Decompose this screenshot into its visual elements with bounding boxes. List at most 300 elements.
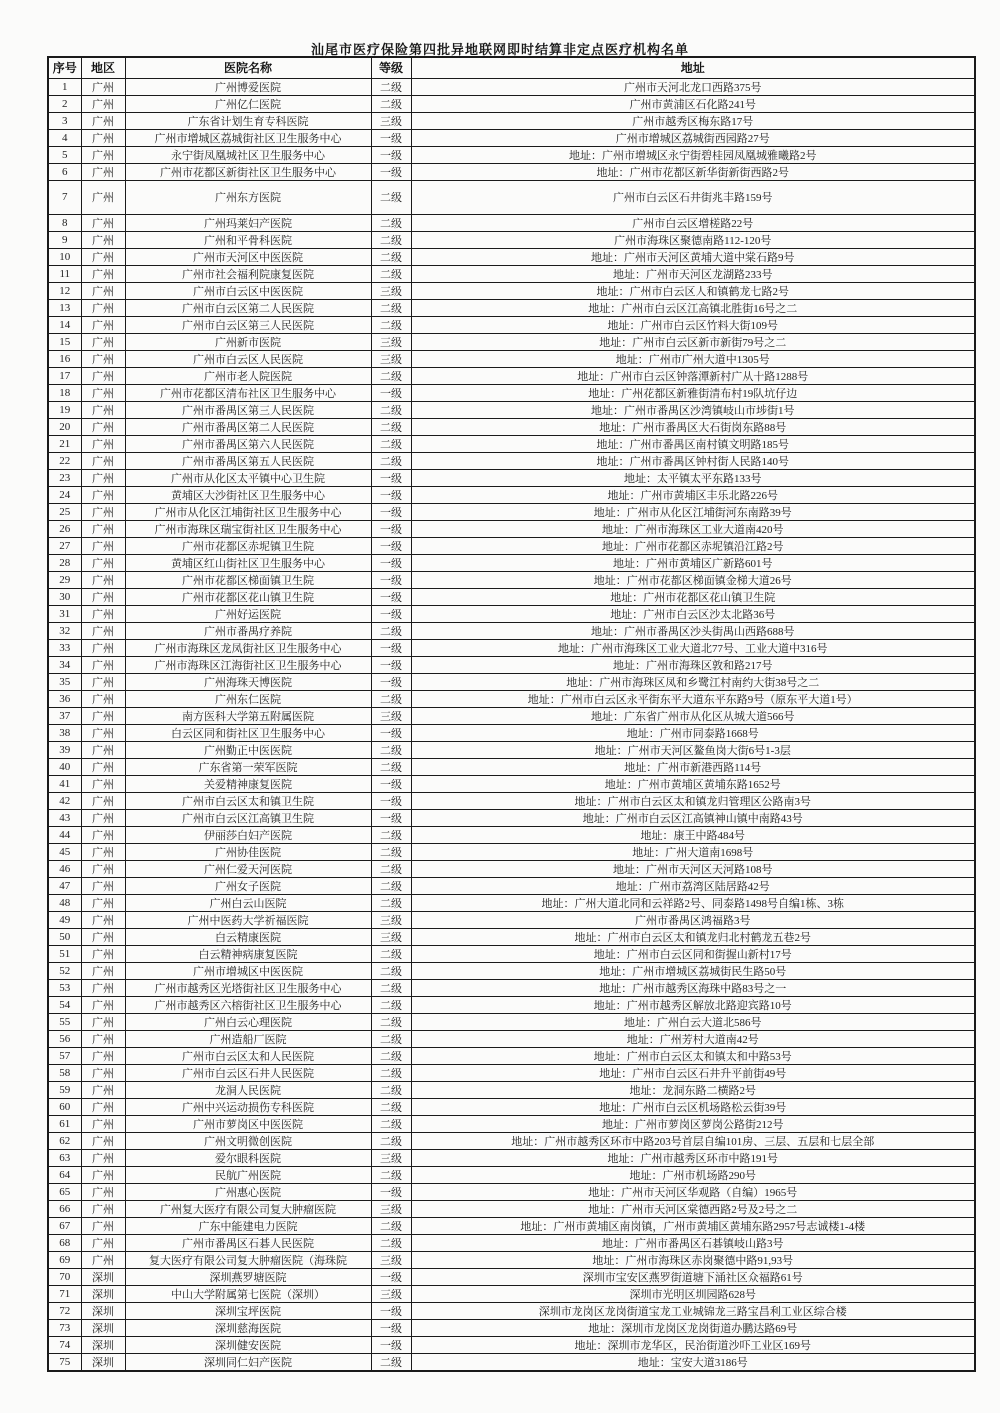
cell-hospital-address: 地址：康王中路484号 bbox=[411, 826, 975, 843]
table-row bbox=[48, 537, 975, 554]
cell-row-number: 43 bbox=[48, 809, 81, 826]
cell-hospital-address: 广州市增城区荔城街西园路27号 bbox=[411, 129, 975, 146]
cell-hospital-name: 广州市海珠区瑞宝街社区卫生服务中心 bbox=[125, 520, 371, 537]
table-row bbox=[48, 1268, 975, 1285]
cell-region: 广州 bbox=[81, 248, 125, 265]
cell-region: 广州 bbox=[81, 1217, 125, 1234]
cell-hospital-name: 广州市白云区太和人民医院 bbox=[125, 1047, 371, 1064]
cell-hospital-level: 三级 bbox=[371, 333, 411, 350]
cell-hospital-level: 三级 bbox=[371, 112, 411, 129]
cell-hospital-address: 地址：广州市白云区江高镇神山镇中南路43号 bbox=[411, 809, 975, 826]
cell-region: 广州 bbox=[81, 112, 125, 129]
cell-hospital-address: 地址：广州市番禺区沙头街禺山西路688号 bbox=[411, 622, 975, 639]
cell-row-number: 49 bbox=[48, 911, 81, 928]
cell-row-number: 9 bbox=[48, 231, 81, 248]
cell-hospital-name: 广州市越秀区光塔街社区卫生服务中心 bbox=[125, 979, 371, 996]
table-row bbox=[48, 673, 975, 690]
cell-region: 广州 bbox=[81, 639, 125, 656]
cell-hospital-address: 地址：广州市黄埔区黄埔东路1652号 bbox=[411, 775, 975, 792]
cell-hospital-level: 一级 bbox=[371, 571, 411, 588]
cell-hospital-address: 地址：广州市海珠区工业大道北77号、工业大道中316号 bbox=[411, 639, 975, 656]
cell-row-number: 26 bbox=[48, 520, 81, 537]
cell-hospital-address: 地址：广州市白云区太和镇太和中路53号 bbox=[411, 1047, 975, 1064]
cell-hospital-address: 地址：深圳市龙华区，民治街道沙吓工业区169号 bbox=[411, 1336, 975, 1353]
cell-row-number: 24 bbox=[48, 486, 81, 503]
table-row bbox=[48, 129, 975, 146]
cell-hospital-name: 白云精康医院 bbox=[125, 928, 371, 945]
cell-region: 广州 bbox=[81, 1064, 125, 1081]
cell-region: 广州 bbox=[81, 622, 125, 639]
cell-row-number: 57 bbox=[48, 1047, 81, 1064]
table-row bbox=[48, 1336, 975, 1353]
cell-region: 深圳 bbox=[81, 1268, 125, 1285]
cell-region: 广州 bbox=[81, 486, 125, 503]
cell-hospital-name: 广州好运医院 bbox=[125, 605, 371, 622]
cell-hospital-address: 广州市番禺区鸿福路3号 bbox=[411, 911, 975, 928]
cell-hospital-name: 广州协佳医院 bbox=[125, 843, 371, 860]
cell-region: 广州 bbox=[81, 707, 125, 724]
cell-hospital-address: 地址：广州市黄埔区广新路601号 bbox=[411, 554, 975, 571]
cell-row-number: 11 bbox=[48, 265, 81, 282]
cell-row-number: 8 bbox=[48, 214, 81, 231]
cell-row-number: 21 bbox=[48, 435, 81, 452]
cell-hospital-address: 地址：广州市增城区荔城街民生路50号 bbox=[411, 962, 975, 979]
cell-hospital-name: 广州市从化区江埔街社区卫生服务中心 bbox=[125, 503, 371, 520]
table-row bbox=[48, 231, 975, 248]
cell-hospital-address: 地址：广州市花都区花山镇卫生院 bbox=[411, 588, 975, 605]
cell-row-number: 48 bbox=[48, 894, 81, 911]
cell-hospital-name: 广州市天河区中医医院 bbox=[125, 248, 371, 265]
table-row bbox=[48, 469, 975, 486]
cell-hospital-address: 地址：龙洞东路二横路2号 bbox=[411, 1081, 975, 1098]
cell-hospital-address: 地址：广州市同泰路1668号 bbox=[411, 724, 975, 741]
cell-region: 广州 bbox=[81, 1234, 125, 1251]
cell-hospital-level: 二级 bbox=[371, 1081, 411, 1098]
cell-row-number: 19 bbox=[48, 401, 81, 418]
cell-hospital-name: 广州东仁医院 bbox=[125, 690, 371, 707]
cell-hospital-level: 二级 bbox=[371, 843, 411, 860]
cell-region: 广州 bbox=[81, 588, 125, 605]
cell-hospital-level: 二级 bbox=[371, 826, 411, 843]
cell-hospital-name: 广州女子医院 bbox=[125, 877, 371, 894]
cell-hospital-address: 深圳市宝安区燕罗街道塘下涌社区众福路61号 bbox=[411, 1268, 975, 1285]
cell-region: 广州 bbox=[81, 1013, 125, 1030]
cell-hospital-level: 二级 bbox=[371, 231, 411, 248]
cell-hospital-address: 地址：广州市越秀区海珠中路83号之一 bbox=[411, 979, 975, 996]
cell-region: 广州 bbox=[81, 741, 125, 758]
cell-hospital-name: 深圳同仁妇产医院 bbox=[125, 1353, 371, 1371]
table-row bbox=[48, 588, 975, 605]
cell-row-number: 60 bbox=[48, 1098, 81, 1115]
cell-row-number: 51 bbox=[48, 945, 81, 962]
table-row bbox=[48, 214, 975, 231]
cell-hospital-level: 一级 bbox=[371, 809, 411, 826]
cell-region: 广州 bbox=[81, 1166, 125, 1183]
table-row bbox=[48, 1030, 975, 1047]
cell-row-number: 37 bbox=[48, 707, 81, 724]
cell-hospital-name: 广州市番禺区第六人民医院 bbox=[125, 435, 371, 452]
cell-hospital-name: 广州白云山医院 bbox=[125, 894, 371, 911]
cell-hospital-address: 地址：广州市白云区新市新街79号之二 bbox=[411, 333, 975, 350]
table-row bbox=[48, 1234, 975, 1251]
cell-region: 广州 bbox=[81, 775, 125, 792]
cell-row-number: 38 bbox=[48, 724, 81, 741]
table-row bbox=[48, 112, 975, 129]
cell-row-number: 71 bbox=[48, 1285, 81, 1302]
cell-row-number: 35 bbox=[48, 673, 81, 690]
table-row bbox=[48, 605, 975, 622]
cell-hospital-address: 深圳市龙岗区龙岗街道宝龙工业城锦龙三路宝昌利工业区综合楼 bbox=[411, 1302, 975, 1319]
cell-row-number: 10 bbox=[48, 248, 81, 265]
cell-row-number: 33 bbox=[48, 639, 81, 656]
cell-hospital-level: 二级 bbox=[371, 1234, 411, 1251]
cell-hospital-address: 地址：广州市白云区钟落潭新村广从十路1288号 bbox=[411, 367, 975, 384]
table-row bbox=[48, 1166, 975, 1183]
cell-region: 深圳 bbox=[81, 1302, 125, 1319]
cell-row-number: 15 bbox=[48, 333, 81, 350]
table-row bbox=[48, 945, 975, 962]
cell-row-number: 75 bbox=[48, 1353, 81, 1371]
cell-row-number: 6 bbox=[48, 163, 81, 180]
cell-hospital-level: 二级 bbox=[371, 367, 411, 384]
cell-hospital-level: 一级 bbox=[371, 503, 411, 520]
hospital-table-body bbox=[48, 78, 975, 1371]
cell-region: 深圳 bbox=[81, 1336, 125, 1353]
table-row bbox=[48, 707, 975, 724]
cell-hospital-name: 广州文明微创医院 bbox=[125, 1132, 371, 1149]
cell-row-number: 56 bbox=[48, 1030, 81, 1047]
cell-region: 广州 bbox=[81, 1251, 125, 1268]
cell-region: 广州 bbox=[81, 163, 125, 180]
table-row bbox=[48, 78, 975, 95]
cell-row-number: 73 bbox=[48, 1319, 81, 1336]
cell-row-number: 55 bbox=[48, 1013, 81, 1030]
cell-region: 广州 bbox=[81, 333, 125, 350]
cell-row-number: 70 bbox=[48, 1268, 81, 1285]
cell-hospital-level: 一级 bbox=[371, 673, 411, 690]
table-row bbox=[48, 180, 975, 214]
cell-region: 广州 bbox=[81, 809, 125, 826]
cell-hospital-level: 一级 bbox=[371, 792, 411, 809]
cell-hospital-name: 深圳健安医院 bbox=[125, 1336, 371, 1353]
header-cell-region: 地区 bbox=[81, 57, 125, 78]
cell-region: 广州 bbox=[81, 265, 125, 282]
cell-hospital-name: 广州市白云区第三人民医院 bbox=[125, 316, 371, 333]
cell-hospital-name: 广州市白云区太和镇卫生院 bbox=[125, 792, 371, 809]
cell-row-number: 30 bbox=[48, 588, 81, 605]
cell-row-number: 3 bbox=[48, 112, 81, 129]
table-row bbox=[48, 1319, 975, 1336]
table-row bbox=[48, 639, 975, 656]
cell-region: 广州 bbox=[81, 1183, 125, 1200]
cell-hospital-name: 白云精神病康复医院 bbox=[125, 945, 371, 962]
cell-region: 广州 bbox=[81, 758, 125, 775]
cell-hospital-level: 二级 bbox=[371, 214, 411, 231]
cell-hospital-level: 一级 bbox=[371, 1302, 411, 1319]
cell-hospital-address: 地址：广州市番禺区石碁镇岐山路3号 bbox=[411, 1234, 975, 1251]
cell-hospital-address: 地址：广州市越秀区环市中路203号首层自编101房、三层、五层和七层全部 bbox=[411, 1132, 975, 1149]
cell-row-number: 36 bbox=[48, 690, 81, 707]
cell-hospital-level: 三级 bbox=[371, 707, 411, 724]
cell-hospital-address: 地址：广州市番禺区大石街岗东路88号 bbox=[411, 418, 975, 435]
cell-hospital-address: 广州市越秀区梅东路17号 bbox=[411, 112, 975, 129]
cell-hospital-level: 三级 bbox=[371, 350, 411, 367]
cell-region: 广州 bbox=[81, 1047, 125, 1064]
cell-hospital-level: 一级 bbox=[371, 554, 411, 571]
cell-region: 广州 bbox=[81, 1115, 125, 1132]
cell-hospital-address: 地址：广州市黄埔区南岗镇，广州市黄埔区黄埔东路2957号志诚楼1-4楼 bbox=[411, 1217, 975, 1234]
table-row bbox=[48, 1013, 975, 1030]
table-row bbox=[48, 384, 975, 401]
cell-row-number: 32 bbox=[48, 622, 81, 639]
cell-hospital-level: 二级 bbox=[371, 996, 411, 1013]
cell-hospital-level: 一级 bbox=[371, 656, 411, 673]
cell-region: 广州 bbox=[81, 435, 125, 452]
cell-row-number: 47 bbox=[48, 877, 81, 894]
cell-region: 广州 bbox=[81, 554, 125, 571]
cell-hospital-name: 广州市社会福利院康复医院 bbox=[125, 265, 371, 282]
cell-hospital-address: 广州市白云区增槎路22号 bbox=[411, 214, 975, 231]
cell-region: 广州 bbox=[81, 571, 125, 588]
cell-hospital-name: 广州造船厂医院 bbox=[125, 1030, 371, 1047]
cell-region: 广州 bbox=[81, 350, 125, 367]
cell-row-number: 67 bbox=[48, 1217, 81, 1234]
table-row bbox=[48, 316, 975, 333]
cell-hospital-level: 一级 bbox=[371, 588, 411, 605]
cell-region: 广州 bbox=[81, 911, 125, 928]
table-row bbox=[48, 1251, 975, 1268]
cell-hospital-name: 深圳燕罗塘医院 bbox=[125, 1268, 371, 1285]
cell-region: 广州 bbox=[81, 877, 125, 894]
table-row bbox=[48, 622, 975, 639]
cell-hospital-address: 地址：广州市黄埔区丰乐北路226号 bbox=[411, 486, 975, 503]
cell-hospital-name: 广州市番禺区第二人民医院 bbox=[125, 418, 371, 435]
table-row bbox=[48, 1285, 975, 1302]
cell-hospital-name: 广州中兴运动损伤专科医院 bbox=[125, 1098, 371, 1115]
table-row bbox=[48, 520, 975, 537]
cell-hospital-level: 二级 bbox=[371, 1047, 411, 1064]
cell-region: 广州 bbox=[81, 656, 125, 673]
cell-hospital-level: 三级 bbox=[371, 911, 411, 928]
cell-hospital-level: 一级 bbox=[371, 384, 411, 401]
cell-hospital-name: 广州海珠天博医院 bbox=[125, 673, 371, 690]
cell-hospital-level: 二级 bbox=[371, 418, 411, 435]
cell-hospital-address: 地址：广州市天河区华观路（自编）1965号 bbox=[411, 1183, 975, 1200]
cell-hospital-name: 民航广州医院 bbox=[125, 1166, 371, 1183]
cell-row-number: 39 bbox=[48, 741, 81, 758]
cell-hospital-level: 二级 bbox=[371, 1217, 411, 1234]
cell-hospital-address: 地址：广州市白云区江高镇北胜街16号之二 bbox=[411, 299, 975, 316]
cell-hospital-address: 地址：广州市新港西路114号 bbox=[411, 758, 975, 775]
cell-region: 广州 bbox=[81, 945, 125, 962]
cell-row-number: 12 bbox=[48, 282, 81, 299]
cell-hospital-address: 地址：广州市白云区沙太北路36号 bbox=[411, 605, 975, 622]
cell-region: 广州 bbox=[81, 962, 125, 979]
cell-hospital-level: 二级 bbox=[371, 1098, 411, 1115]
cell-region: 深圳 bbox=[81, 1285, 125, 1302]
table-row bbox=[48, 452, 975, 469]
cell-hospital-level: 二级 bbox=[371, 265, 411, 282]
cell-hospital-level: 一级 bbox=[371, 163, 411, 180]
cell-region: 广州 bbox=[81, 1098, 125, 1115]
cell-hospital-address: 地址：广州白云大道北586号 bbox=[411, 1013, 975, 1030]
cell-hospital-address: 地址：广州市番禺区钟村街人民路140号 bbox=[411, 452, 975, 469]
cell-row-number: 20 bbox=[48, 418, 81, 435]
cell-hospital-name: 广州市白云区石井人民医院 bbox=[125, 1064, 371, 1081]
table-row bbox=[48, 163, 975, 180]
cell-region: 广州 bbox=[81, 605, 125, 622]
cell-hospital-address: 地址：广州市白云区太和镇龙归北村鹤龙五巷2号 bbox=[411, 928, 975, 945]
cell-hospital-name: 广州市白云区第二人民医院 bbox=[125, 299, 371, 316]
cell-region: 广州 bbox=[81, 95, 125, 112]
cell-row-number: 69 bbox=[48, 1251, 81, 1268]
cell-hospital-level: 一级 bbox=[371, 639, 411, 656]
header-cell-no: 序号 bbox=[48, 57, 81, 78]
cell-hospital-name: 广州市番禺区石碁人民医院 bbox=[125, 1234, 371, 1251]
table-row bbox=[48, 826, 975, 843]
cell-hospital-address: 地址：广州市海珠区赤岗聚德中路91,93号 bbox=[411, 1251, 975, 1268]
cell-hospital-address: 地址：广州市花都区新华街新街西路2号 bbox=[411, 163, 975, 180]
cell-hospital-level: 三级 bbox=[371, 1200, 411, 1217]
cell-hospital-level: 一级 bbox=[371, 724, 411, 741]
cell-hospital-address: 地址：广州市白云区太和镇龙归管理区公路南3号 bbox=[411, 792, 975, 809]
cell-hospital-address: 地址：广州市花都区赤坭镇沿江路2号 bbox=[411, 537, 975, 554]
table-row bbox=[48, 146, 975, 163]
cell-region: 广州 bbox=[81, 826, 125, 843]
cell-hospital-address: 地址：广州市天河区龙湖路233号 bbox=[411, 265, 975, 282]
cell-hospital-name: 广州博爱医院 bbox=[125, 78, 371, 95]
cell-region: 广州 bbox=[81, 401, 125, 418]
cell-hospital-name: 广州市花都区花山镇卫生院 bbox=[125, 588, 371, 605]
cell-hospital-name: 广州市海珠区龙凤街社区卫生服务中心 bbox=[125, 639, 371, 656]
cell-hospital-level: 二级 bbox=[371, 316, 411, 333]
cell-hospital-address: 广州市白云区石井街兆丰路159号 bbox=[411, 180, 975, 214]
cell-region: 广州 bbox=[81, 673, 125, 690]
cell-hospital-name: 广州惠心医院 bbox=[125, 1183, 371, 1200]
cell-hospital-address: 地址：广州市白云区石井升平前街49号 bbox=[411, 1064, 975, 1081]
cell-hospital-level: 二级 bbox=[371, 299, 411, 316]
cell-hospital-name: 广州亿仁医院 bbox=[125, 95, 371, 112]
cell-hospital-level: 二级 bbox=[371, 452, 411, 469]
cell-hospital-address: 地址：广州市白云区同和街握山新村17号 bbox=[411, 945, 975, 962]
cell-row-number: 54 bbox=[48, 996, 81, 1013]
table-row bbox=[48, 401, 975, 418]
cell-hospital-address: 地址：广州市从化区江埔街河东南路39号 bbox=[411, 503, 975, 520]
cell-hospital-level: 一级 bbox=[371, 129, 411, 146]
table-row bbox=[48, 1200, 975, 1217]
cell-hospital-address: 地址：广州花都区新雅街清布村19队坑仔边 bbox=[411, 384, 975, 401]
cell-row-number: 42 bbox=[48, 792, 81, 809]
table-row bbox=[48, 809, 975, 826]
cell-row-number: 1 bbox=[48, 78, 81, 95]
cell-hospital-level: 二级 bbox=[371, 248, 411, 265]
cell-hospital-name: 中山大学附属第七医院（深圳） bbox=[125, 1285, 371, 1302]
cell-row-number: 23 bbox=[48, 469, 81, 486]
cell-hospital-level: 二级 bbox=[371, 78, 411, 95]
cell-hospital-address: 地址：广州市天河区棠德西路2号及2号之二 bbox=[411, 1200, 975, 1217]
cell-hospital-address: 地址：深圳市龙岗区龙岗街道办鹏达路69号 bbox=[411, 1319, 975, 1336]
cell-hospital-name: 广州市白云区人民医院 bbox=[125, 350, 371, 367]
cell-region: 广州 bbox=[81, 979, 125, 996]
cell-hospital-name: 关爱精神康复医院 bbox=[125, 775, 371, 792]
cell-region: 广州 bbox=[81, 282, 125, 299]
table-row bbox=[48, 1047, 975, 1064]
cell-row-number: 74 bbox=[48, 1336, 81, 1353]
cell-hospital-address: 地址：广州芳村大道南42号 bbox=[411, 1030, 975, 1047]
table-row bbox=[48, 962, 975, 979]
table-row bbox=[48, 741, 975, 758]
cell-hospital-address: 地址：广州市天河区黄埔大道中棠石路9号 bbox=[411, 248, 975, 265]
cell-hospital-address: 地址：广州市海珠区工业大道南420号 bbox=[411, 520, 975, 537]
cell-region: 广州 bbox=[81, 452, 125, 469]
cell-region: 广州 bbox=[81, 1200, 125, 1217]
cell-hospital-address: 地址：广州市越秀区环市中路191号 bbox=[411, 1149, 975, 1166]
cell-hospital-level: 三级 bbox=[371, 1285, 411, 1302]
cell-region: 广州 bbox=[81, 214, 125, 231]
cell-hospital-name: 龙洞人民医院 bbox=[125, 1081, 371, 1098]
cell-hospital-address: 地址：广州大道北同和云祥路2号、同泰路1498号自编1栋、3栋 bbox=[411, 894, 975, 911]
cell-region: 广州 bbox=[81, 146, 125, 163]
cell-row-number: 41 bbox=[48, 775, 81, 792]
cell-region: 广州 bbox=[81, 418, 125, 435]
cell-row-number: 25 bbox=[48, 503, 81, 520]
cell-hospital-level: 二级 bbox=[371, 758, 411, 775]
cell-row-number: 7 bbox=[48, 180, 81, 214]
cell-hospital-level: 三级 bbox=[371, 282, 411, 299]
cell-hospital-name: 广州市萝岗区中医医院 bbox=[125, 1115, 371, 1132]
table-row bbox=[48, 877, 975, 894]
cell-hospital-name: 广州市海珠区江海街社区卫生服务中心 bbox=[125, 656, 371, 673]
cell-hospital-address: 地址：广州市天河区天河路108号 bbox=[411, 860, 975, 877]
cell-hospital-address: 地址：广州市广州大道中1305号 bbox=[411, 350, 975, 367]
table-row bbox=[48, 554, 975, 571]
cell-hospital-name: 广州东方医院 bbox=[125, 180, 371, 214]
cell-hospital-level: 二级 bbox=[371, 180, 411, 214]
cell-hospital-level: 二级 bbox=[371, 877, 411, 894]
cell-region: 广州 bbox=[81, 1030, 125, 1047]
cell-row-number: 65 bbox=[48, 1183, 81, 1200]
cell-hospital-level: 二级 bbox=[371, 622, 411, 639]
cell-hospital-address: 地址：广州市番禺区南村镇文明路185号 bbox=[411, 435, 975, 452]
cell-hospital-level: 二级 bbox=[371, 962, 411, 979]
cell-hospital-address: 地址：广州市海珠区敦和路217号 bbox=[411, 656, 975, 673]
cell-hospital-address: 地址：广州市花都区梯面镇金梯大道26号 bbox=[411, 571, 975, 588]
cell-hospital-level: 二级 bbox=[371, 1115, 411, 1132]
cell-hospital-address: 地址：广州大道南1698号 bbox=[411, 843, 975, 860]
cell-hospital-level: 一级 bbox=[371, 486, 411, 503]
cell-hospital-address: 广州市天河北龙口西路375号 bbox=[411, 78, 975, 95]
cell-region: 广州 bbox=[81, 469, 125, 486]
cell-region: 广州 bbox=[81, 724, 125, 741]
cell-row-number: 4 bbox=[48, 129, 81, 146]
cell-hospital-name: 广州市花都区清布社区卫生服务中心 bbox=[125, 384, 371, 401]
cell-row-number: 68 bbox=[48, 1234, 81, 1251]
table-row bbox=[48, 265, 975, 282]
cell-region: 广州 bbox=[81, 503, 125, 520]
cell-hospital-name: 广州市白云区中医医院 bbox=[125, 282, 371, 299]
cell-region: 广州 bbox=[81, 384, 125, 401]
cell-hospital-level: 二级 bbox=[371, 741, 411, 758]
cell-row-number: 17 bbox=[48, 367, 81, 384]
cell-hospital-level: 一级 bbox=[371, 1336, 411, 1353]
table-row bbox=[48, 843, 975, 860]
cell-hospital-address: 地址：广州市海珠区凤和乡鹭江村南约大街38号之二 bbox=[411, 673, 975, 690]
cell-hospital-name: 广州市花都区赤坭镇卫生院 bbox=[125, 537, 371, 554]
table-row bbox=[48, 1183, 975, 1200]
table-row bbox=[48, 1081, 975, 1098]
hospital-table bbox=[47, 56, 976, 1372]
cell-row-number: 34 bbox=[48, 656, 81, 673]
